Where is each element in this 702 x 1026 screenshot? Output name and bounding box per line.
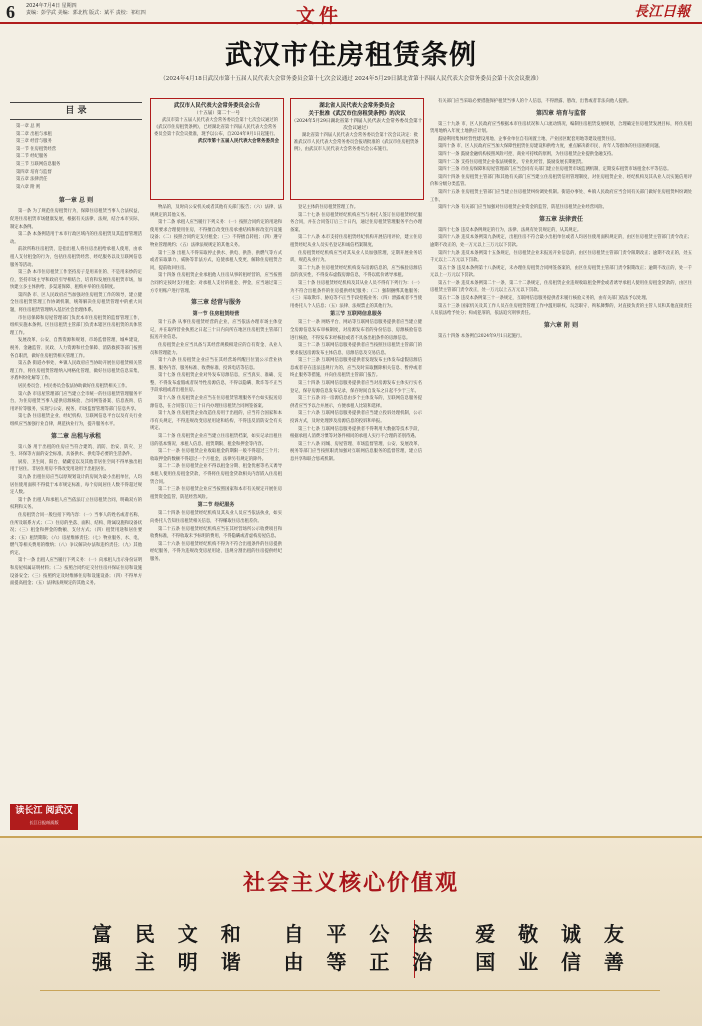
article-paragraph: 第二十五条 住房租赁经纪机构应当在其经营场所公示收费项目和收费标准，不得收取未予标明的费用，不得隐瞒或者虚构房屋信息。 [150,526,282,540]
article-paragraph: 厨房、卫生间、阳台、储藏室以及其他非居住空间不得单独出租用于居住。非居住用房不得改变用途用于出租居住。 [10,459,142,473]
toc-item: 第五章 法律责任 [16,177,48,183]
article-paragraph: 住房租赁合同一般包括下列内容：（一）当事人的姓名或者名称、住所及联系方式；（二）住房的坐落、面积、结构、附属设施和设备状况；（三）租金和押金的数额、支付方式；（四）租赁用途和居住要求；（五）租赁期限；（六）房屋维修责任；（七）物业服务、水、电、燃气等相关费用的缴纳；（八）争议解决办法和违约责任；（九）其他约定。 [10,512,142,556]
newspaper-logo: 長江日報 [634,4,690,20]
notice-2-date: （2024年5月29日湖北省第十四届人民代表大会常务委员会第十次会议通过） [291,119,423,131]
ad-keyword: 敬业 [518,922,539,974]
chapter-heading: 第五章 法律责任 [538,215,584,223]
article-paragraph: 第三十六条 互联网信息服务提供者应当建立投诉处理机制，公示投诉方式，及时处理涉及房源信息的投诉和举报。 [290,411,422,425]
article-paragraph: 第十二条 承租人应当履行下列义务：（一）按照合同约定的用途和使用要求合理使用住房，不得擅自改变住房承重结构和拆改室内设施设备；（二）按照合同约定支付租金；（三）不得擅自转租；（四）遵守物业管理规约；（五）法律法规规定的其他义务。 [150,220,282,248]
ad-keyword: 自由 [283,922,304,974]
article-paragraph: 第四十一条 鼓励金融机构按照风险可控、商业可持续的原则，为住房租赁企业提供金融支持。 [438,151,616,157]
toc-item: 第一章 总 则 [16,124,41,129]
article-paragraph: 第四十八条 违反本条例第九条规定，出租住房不符合最小出租单位或者人均居住使用面积规定的，由区住房租赁主管部门责令改正；逾期不改正的，处一万元以上三万元以下罚款。 [430,235,692,248]
promo-title: 读长江 阅武汉 [15,806,73,816]
article-paragraph: 第九条 出租住房应当以原规划设计的房间为最小出租单位，人均居住使用面积不得低于本市规定标准，每个房间居住人数不得超过规定人数。 [10,474,142,496]
section-heading: 第二节 经纪服务 [197,502,235,509]
promo-box[interactable] [10,804,78,830]
article-paragraph: 居民委员会、村民委员会依法协助做好住房租赁相关工作。 [18,384,130,389]
article-paragraph: 前款所称住房租赁，是指出租人将住房出租给承租人使用，由承租人支付租金的行为，包括住房租赁经营、经纪服务以及互联网信息服务等活动。 [10,247,142,268]
article-paragraph: 住房租赁经纪机构应当对其从业人员加强管理，定期开展业务培训，规范从业行为。 [290,250,422,264]
article-paragraph: 第二十三条 住房租赁企业应当按照国家和本市有关规定开展住房租赁资金监管，防范经营风险。 [150,487,282,500]
article-paragraph: 第三十九条 市、区人民政府应当根据本市住房状况和人口流动情况，编制住房租赁发展规划，合理确定住房租赁发展目标，将住房租赁用地纳入年度土地供应计划。 [430,121,692,135]
column-4 [430,98,692,828]
toc-title: 目 录 [10,102,142,120]
page-number: 6 [6,2,15,22]
toc-item: 第六章 附 则 [16,184,41,190]
article-paragraph: 第四十三条 市住房保障和房屋管理部门应当会同有关部门建立住房租赁市场监测机制，定期发布租赁市场租金水平等信息。 [438,167,672,173]
chapter-heading: 第二章 出租与承租 [50,432,102,440]
column-1 [10,98,142,798]
notice-box-2 [290,98,424,200]
article-title: 武汉市住房租赁条例 [225,40,477,71]
article-paragraph: 鼓励利用集体经营性建设用地、企事业单位自有闲置土地、产业园区配套用地等建设租赁住房。 [438,136,619,142]
issue-date: 2024年7月4日 星期四 [26,3,77,9]
ad-keyword: 公正 [369,922,390,974]
article-paragraph: 住房租赁企业应当具备与其经营规模相适应的自有资金、从业人员和管理能力。 [150,342,282,356]
article-paragraph: 第四十二条 支持住房租赁企业依法规模化、专业化经营，鼓励发展长期租赁。 [438,159,586,165]
article-paragraph: 第十四条 住房租赁企业承租他人住房从事转租经营的，应当按照合同约定按时支付租金；对承租人支付的租金、押金，应当通过第三方专用账户进行管理。 [150,273,282,294]
toc-item: 第三章 经营与服务 [16,139,52,145]
article-paragraph: 第十五条 从事住房租赁经营的企业，应当依法办理市场主体登记，并在取得营业执照之日起三十日内向所在地区住房租赁主管部门报送开业信息。 [150,320,282,341]
ad-keyword: 富强 [92,922,112,974]
notice-2-title: 湖北省人民代表大会常务委员会 [319,103,395,109]
article-paragraph: 第三十一条 网络平台、网站等互联网信息服务提供者应当建立健全房源信息发布审核制度，对房源发布者的身份信息、房源核验信息进行核验，不得发布未经核验或者不具备出租条件的房源信息。 [290,320,422,341]
article-paragraph: 第二十二条 住房租赁企业不得以租金分期、租金优惠等名义诱导承租人使用住房租金贷款，不得将住房租金贷款相关内容嵌入住房租赁合同。 [150,464,282,485]
article-paragraph: 第十六条 住房租赁企业应当在其经营场所醒目位置公示营业执照、服务内容、服务标准、收费标准、投诉电话等信息。 [150,358,282,371]
chapter-heading: 第一章 总 则 [58,197,94,205]
notice-2-body: 湖北省第十四届人民代表大会常务委员会第十次会议决定：批准武汉市人民代表大会常务委员会报请批准的《武汉市住房租赁条例》，由武汉市人民代表大会常务委员会公布施行。 [294,133,419,152]
article-paragraph: 第六条 市房屋管理部门应当建立全市统一的住房租赁管理服务平台，为住房租赁当事人提供房源核验、合同网签备案、信息查询、信用评价等服务，实现与公安、税务、市场监督管理等部门信息共享。 [10,391,142,412]
article-paragraph: 第四十五条 住房租赁主管部门应当建立住房租赁纠纷调处机制。街道办事处、乡镇人民政府应当会同有关部门做好住房租赁纠纷调处工作。 [430,189,692,203]
ad-keyword: 平等 [326,922,347,974]
article-paragraph: 第三十二条 互联网信息服务提供者应当按照住房租赁主管部门的要求报送房源发布主体信息、房源信息及交易信息。 [290,343,422,356]
article-paragraph: 第五十三条 国家机关及其工作人员在住房租赁管理工作中滥用职权、玩忽职守、徇私舞弊的，对直接负责的主管人员和其他直接责任人员依法给予处分；构成犯罪的，依法追究刑事责任。 [430,303,692,317]
article-paragraph: 第三十五条 同一房源信息由多个主体发布的，互联网信息服务提供者应当予以合并展示，方便承租人比较和选择。 [290,396,422,409]
article-paragraph: 第二十一条 住房租赁企业收取租金的期限一般不得超过三个月；收取押金的数额不得超过一个月租金，法律另有规定的除外。 [150,449,282,462]
notice-box-1 [150,98,284,200]
article-paragraph: 第三十七条 互联网信息服务提供者不得利用大数据等技术手段，根据承租人消费习惯等对条件相同的承租人实行不合理的差别待遇。 [290,426,422,440]
notice-1-signature: 武汉市第十五届人民代表大会常务委员会 [198,139,279,144]
toc-item: 第一节 住房租赁经营 [16,146,57,152]
article-paragraph: 第三十四条 互联网信息服务提供者应当对房源发布主体实行实名登记，保存房源信息发布记录，保存时间自发布之日起不少于三年。 [290,381,422,394]
article-paragraph: 第四十条 市、区人民政府应当加大保障性租赁住房建设和供给力度，重点解决新市民、青年人等群体的住房困难问题。 [438,144,663,150]
article-paragraph: 第四十四条 住房租赁主管部门和其他有关部门应当建立住房租赁信用管理制度，对住房租赁企业、经纪机构及其从业人员实施信用评价和分级分类监管。 [430,174,692,188]
ad-decoration-line [40,990,660,991]
article-paragraph: 第十八条 住房租赁企业应当在住房租赁管理服务平台如实报送房源信息，在合同签订后三十日内办理住房租赁合同网签备案。 [150,396,282,409]
chapter-heading: 第六章 附 则 [543,321,579,329]
article-paragraph: 第五条 街道办事处、乡镇人民政府应当协助开展住房租赁相关管理工作，将住房租赁管理纳入网格化管理，做好住房租赁信息采集、矛盾纠纷化解等工作。 [10,361,142,382]
article-paragraph: 第一条 为了规范住房租赁行为，保障住房租赁当事人合法权益，促进住房租赁市场健康发展，根据有关法律、法规，结合本市实际，制定本条例。 [10,209,142,230]
toc-item: 第二章 出租与承租 [16,131,52,137]
article-paragraph: 第七条 住房租赁企业、经纪机构、互联网信息平台以及有关行业组织应当加强行业自律，规范执业行为，提升服务水平。 [10,414,142,427]
ad-title: 社会主义核心价值观 [242,871,459,896]
article-paragraph: 第二十条 住房租赁企业应当建立住房租赁档案，如实记录出租住房的基本情况、承租人信息、租赁期限、租金和押金等内容。 [150,434,282,447]
article-paragraph: 第三十八条 同城、房屋管理、市场监督管理、公安、发展改革、税务等部门应当按照职责加强对互联网信息服务的监督管理，建立信息共享和联合惩戒机制。 [290,441,422,462]
toc-item: 第四章 培育与监督 [16,169,52,175]
column-2 [150,204,282,798]
article-paragraph: 第四十九条 违反本条例第十五条规定，住房租赁企业未报送开业信息的，由区住房租赁主管部门责令限期改正；逾期不改正的，处五千元以上二万元以下罚款。 [430,250,692,264]
article-paragraph: 第二十六条 住房租赁经纪机构不得为不符合出租条件的住房提供经纪服务，不得为违规改变房屋用途、违规分割出租的住房提供经纪服务。 [150,541,282,562]
article-paragraph: 第四十六条 有关部门应当加强对住房租赁企业资金的监管，防范住房租赁企业经营风险。 [438,205,607,211]
article-paragraph: 第五十四条 本条例自2024年9月1日起施行。 [438,333,525,339]
ad-keyword: 民主 [134,922,155,974]
issue-meta [26,3,146,17]
toc-item: 第三节 互联网信息服务 [16,161,61,167]
article-paragraph: 市住房保障和房屋管理部门负责本市住房租赁的监督管理工作，组织实施本条例。区住房租赁主管部门负责本辖区住房租赁的具体管理工作。 [10,315,142,336]
article-paragraph: 第五十条 违反本条例第十八条规定，未办理住房租赁合同网签备案的，由区住房租赁主管部门责令限期改正；逾期不改正的，处一千元以上一万元以下罚款。 [430,265,692,279]
notice-1-number: （十五届）第二十一号 [194,111,240,116]
article-paragraph: 发展改革、公安、自然资源和规划、市场监督管理、城乡建设、税务、金融监管、民政、人力资源和社会保障、消防救援等部门按照各自职责，做好住房租赁相关管理工作。 [10,338,142,359]
article-paragraph: 物品的，及时向公安机关或者其他有关部门报告；（六）法律、法规规定的其他义务。 [150,205,282,218]
column-3 [290,204,422,798]
article-paragraph: 第五十一条 违反本条例第二十一条、第二十二条规定，住房租赁企业违规收取租金押金或者诱导承租人使用住房租金贷款的，由区住房租赁主管部门责令改正，处一万元以上五万元以下罚款。 [430,280,692,294]
chapter-heading: 第三章 经营与服务 [190,299,242,307]
article-paragraph: 第十条 出租人和承租人应当依法订立住房租赁合同，明确双方的权利和义务。 [10,497,142,511]
ad-keyword: 爱国 [475,922,496,974]
article-paragraph: 有关部门应当采取必要措施保护租赁当事人的个人信息，不得泄露、篡改、出售或者非法向他人提供。 [438,99,632,104]
article-paragraph: 第三条 本市住房租赁工作坚持房子是用来住的、不是用来炒的定位，坚持市场主导和政府引导相结合，培育和发展住房租赁市场，加快建立多主体供给、多渠道保障、租购并举的住房制度。 [10,270,142,291]
article-paragraph: 登记主体的住房租赁管理工作。 [298,205,359,210]
column-1-text [10,195,142,588]
ad-keyword: 法治 [412,922,433,974]
ad-keyword: 文明 [177,922,198,974]
article-paragraph: 第三十三条 互联网信息服务提供者发现发布主体发布虚假房源信息或者存在违法违规行为的，应当及时采取删除相关信息、暂停或者终止服务等措施，并向住房租赁主管部门报告。 [290,358,422,379]
ad-keyword: 和谐 [220,922,241,974]
chapter-heading: 第四章 培育与监督 [535,109,587,117]
ad-keyword: 诚信 [561,922,581,974]
article-paragraph: 第二十七条 住房租赁经纪机构应当与委托人签订住房租赁经纪服务合同，并在合同签订后三十日内，通过住房租赁管理服务平台办理备案。 [290,212,422,233]
section-title: 文件 [296,5,343,27]
toc-list [10,123,142,191]
article-paragraph: 第十三条 出租人不得采取停止供水、供电、供热、供燃气等方式或者采取暴力、威胁等非法方式，迫使承租人变更、解除住房租赁合同，提前收回住房。 [150,250,282,271]
article-paragraph: 第二十八条 本市支持住房租赁经纪机构开展信用评价，建立住房租赁经纪从业人员实名登记和诚信档案制度。 [290,235,422,248]
article-paragraph: 第三十条 住房租赁经纪机构及其从业人员不得有下列行为：（一）为不符合出租条件的住房提供经纪服务；（二）强制捆绑其他服务；（三）采取欺诈、胁迫等不正当手段招揽业务；（四）泄露或者不当使用委托人个人信息；（五）法律、法规禁止的其他行为。 [290,280,422,309]
article-paragraph: 第二十九条 住房租赁经纪机构发布房源信息的，应当核验房源信息的真实性，不得发布虚假房源信息，不得以低价诱导承租。 [290,265,422,279]
article-paragraph: 第四条 市、区人民政府应当加强对住房租赁工作的领导，建立健全住房租赁管理工作协调机制，统筹解决住房租赁管理中的重大问题，将住房租赁管理纳入基层社会治理体系。 [10,292,142,314]
article-paragraph: 第十九条 住房租赁企业改造住房用于出租的，应当符合国家和本市有关规定，不得违规改变房屋用途和结构，不得违反消防安全有关规定。 [150,411,282,432]
section-heading: 第一节 住房租赁经营 [192,311,240,318]
section-heading: 第三节 互联网信息服务 [330,311,382,318]
article-paragraph: 第二十四条 住房租赁经纪机构及其从业人员应当依法执业，如实向委托人告知住房租赁相关信息，不得赚取住房出租差价。 [150,511,282,524]
article-paragraph: 第五十二条 违反本条例第三十一条规定，互联网信息服务提供者未履行核验义务的，由有关部门依法予以处理。 [438,296,650,302]
ad-keyword: 友善 [603,922,624,974]
editor-credits: 责编：彭学武 美编：郭北枕 版式：斌平 责校：祁红四 [26,10,146,16]
article-paragraph: 第八条 用于出租的住房应当符合建筑、消防、治安、防灾、卫生、环保等方面的安全标准，具备供水、供电等必要的生活条件。 [10,444,142,458]
article-paragraph: 第十七条 住房租赁企业对外发布房源信息，应当真实、准确、完整，不得发布虚假或者误导性房源信息，不得以隐瞒、欺诈等不正当手段承租或者出租住房。 [150,373,282,394]
notice-1-body: 武汉市第十五届人民代表大会常务委员会第十七次会议通过的《武汉市住房租赁条例》，已经湖北省第十四届人民代表大会常务委员会第十次会议批准，现予以公布，自2024年9月1日起施行。 [154,118,279,137]
article-paragraph: 第十一条 出租人应当履行下列义务：（一）向承租人出示身份证明和房屋权属证明材料；（二）按照合同约定交付住房并保证住房和设施设备安全；（三）按照约定及时维修住房和设施设备；（四）不得单方面提高租金；（五）法律法规规定的其他义务。 [10,558,142,587]
promo-text: 长江日报纸质版 [29,820,59,825]
article-subtitle: （2024年4月18日武汉市第十五届人民代表大会常务委员会第十七次会议通过 2024年5月29日湖北省第十四届人民代表大会常务委员会第十次会议批准） [160,76,542,82]
notice-1-title: 武汉市人民代表大会常务委员会公告 [173,103,261,109]
notice-2-subtitle: 关于批准《武汉市住房租赁条例》的决议 [308,111,406,117]
article-paragraph: 第二条 本条例适用于本市行政区域内的住房租赁及其监督管理活动。 [10,232,142,245]
toc-item: 第二节 经纪服务 [16,154,48,160]
page-header [0,0,702,27]
article-paragraph: 第四十七条 违反本条例规定的行为，法律、法规有处罚规定的，从其规定。 [438,227,582,233]
